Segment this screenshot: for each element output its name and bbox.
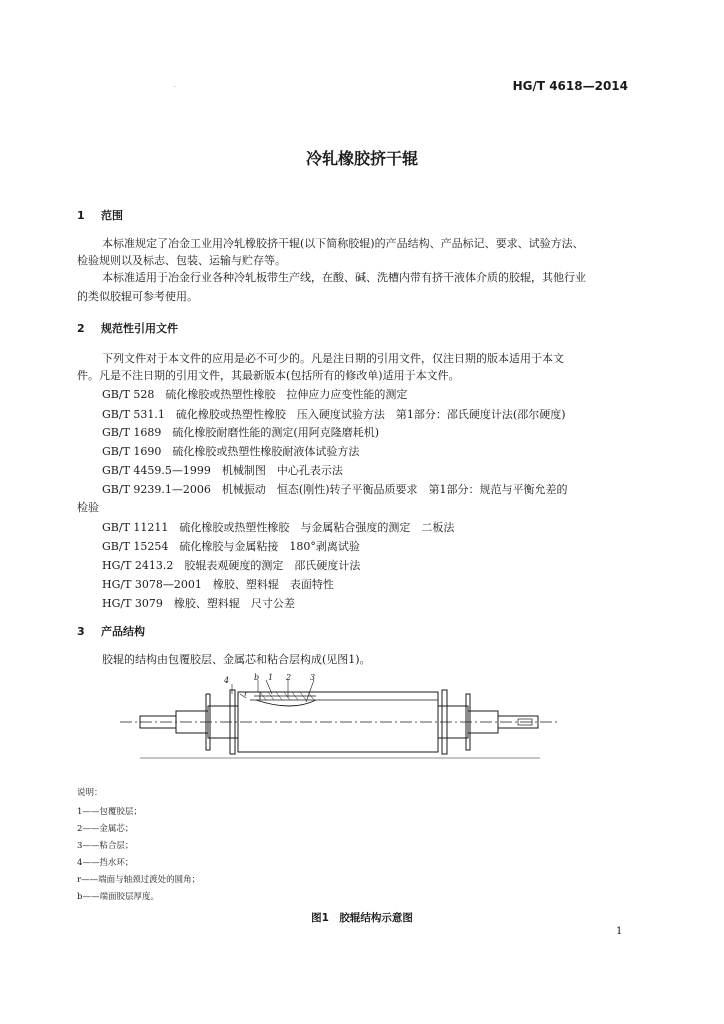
reference-code: GB/T 15254 xyxy=(102,540,169,553)
paragraph-line: 件。凡是不注日期的引用文件，其最新版本(包括所有的修改单)适用于本文件。 xyxy=(77,369,460,382)
label-b: b xyxy=(254,673,260,682)
section-number: 1 xyxy=(77,209,85,222)
section-title: 范围 xyxy=(101,209,123,222)
paragraph-line: 的类似胶辊可参考使用。 xyxy=(77,290,198,303)
reference-item xyxy=(102,519,454,535)
reference-code: GB/T 1689 xyxy=(102,426,162,439)
reference-item xyxy=(102,557,360,573)
reference-title: 硫化橡胶耐磨性能的测定(用阿克隆磨耗机) xyxy=(172,426,379,439)
reference-item xyxy=(102,462,343,478)
reference-title: 机械振动 恒态(刚性)转子平衡品质要求 第1部分：规范与平衡允差的 xyxy=(221,483,568,496)
legend-title: 说明： xyxy=(77,788,103,798)
reference-code: GB/T 11211 xyxy=(102,521,169,534)
document-title: 冷轧橡胶挤干辊 xyxy=(305,149,418,168)
reference-title: 硫化橡胶或热塑性橡胶耐液体试验方法 xyxy=(172,445,360,458)
legend-item: b——端面胶层厚度。 xyxy=(77,892,159,902)
reference-title: 胶辊表观硬度的测定 邵氏硬度计法 xyxy=(184,559,361,572)
section-3-heading xyxy=(77,623,145,639)
section-2-heading xyxy=(77,320,178,336)
page-number: 1 xyxy=(616,926,623,937)
section-number: 3 xyxy=(77,625,85,638)
reference-item xyxy=(102,406,566,422)
reference-code: HG/T 3079 xyxy=(102,597,163,610)
standard-number: HG/T 4618—2014 xyxy=(512,79,628,93)
legend-item: 1——包覆胶层； xyxy=(77,807,142,817)
reference-code: GB/T 1690 xyxy=(102,445,162,458)
label-1: 1 xyxy=(268,673,274,682)
section-1-heading xyxy=(77,207,123,223)
paragraph-line: 本标准规定了冶金工业用冷轧橡胶挤干辊(以下简称胶辊)的产品结构、产品标记、要求、试验方法、 xyxy=(102,237,584,250)
legend-item: 4——挡水环； xyxy=(77,858,134,868)
legend-item: 2——金属芯； xyxy=(77,824,134,834)
reference-title: 硫化橡胶或热塑性橡胶 拉伸应力应变性能的测定 xyxy=(165,388,408,401)
reference-item xyxy=(102,538,360,554)
reference-item xyxy=(102,386,407,402)
reference-title: 硫化橡胶或热塑性橡胶 压入硬度试验方法 第1部分：邵氏硬度计法(邵尔硬度) xyxy=(175,408,566,421)
paragraph-line: 下列文件对于本文件的应用是必不可少的。凡是注日期的引用文件，仅注日期的版本适用于本文 xyxy=(102,352,564,365)
label-r: r xyxy=(244,689,248,698)
reference-item xyxy=(102,481,568,497)
reference-title: 橡胶、塑料辊 尺寸公差 xyxy=(173,597,295,610)
reference-code: HG/T 3078—2001 xyxy=(102,578,202,591)
reference-code: HG/T 2413.2 xyxy=(102,559,174,572)
reference-code: GB/T 4459.5—1999 xyxy=(102,464,211,477)
header-mark: · xyxy=(174,84,176,91)
reference-code: GB/T 9239.1—2006 xyxy=(102,483,211,496)
legend-item: 3——粘合层； xyxy=(77,841,134,851)
label-3: 3 xyxy=(310,673,316,682)
reference-title: 橡胶、塑料辊 表面特性 xyxy=(212,578,334,591)
reference-continuation: 检验 xyxy=(77,501,99,514)
reference-item xyxy=(102,576,334,592)
reference-title: 硫化橡胶或热塑性橡胶 与金属粘合强度的测定 二板法 xyxy=(179,521,455,534)
reference-item xyxy=(102,595,295,611)
legend-item: r——端面与轴颈过渡处的圆角； xyxy=(77,875,201,885)
reference-title: 硫化橡胶与金属粘接 180°剥离试验 xyxy=(179,540,360,553)
paragraph-line: 检验规则以及标志、包装、运输与贮存等。 xyxy=(77,254,286,267)
reference-code: GB/T 531.1 xyxy=(102,408,165,421)
section-title: 产品结构 xyxy=(101,625,145,638)
roll-structure-diagram xyxy=(120,672,560,772)
reference-item xyxy=(102,424,379,440)
paragraph-line: 本标准适用于冶金行业各种冷轧板带生产线，在酸、碱、洗槽内带有挤干液体介质的胶辊，其他行业 xyxy=(102,271,586,284)
cutaway-edge xyxy=(256,700,316,706)
section-number: 2 xyxy=(77,322,85,335)
reference-item xyxy=(102,443,359,459)
paragraph-line: 胶辊的结构由包覆胶层、金属芯和粘合层构成(见图1)。 xyxy=(102,653,371,666)
label-4: 4 xyxy=(224,676,230,685)
reference-title: 机械制图 中心孔表示法 xyxy=(221,464,343,477)
label-2: 2 xyxy=(286,673,292,682)
reference-code: GB/T 528 xyxy=(102,388,155,401)
figure-caption: 图1 胶辊结构示意图 xyxy=(311,912,413,924)
section-title: 规范性引用文件 xyxy=(101,322,178,335)
